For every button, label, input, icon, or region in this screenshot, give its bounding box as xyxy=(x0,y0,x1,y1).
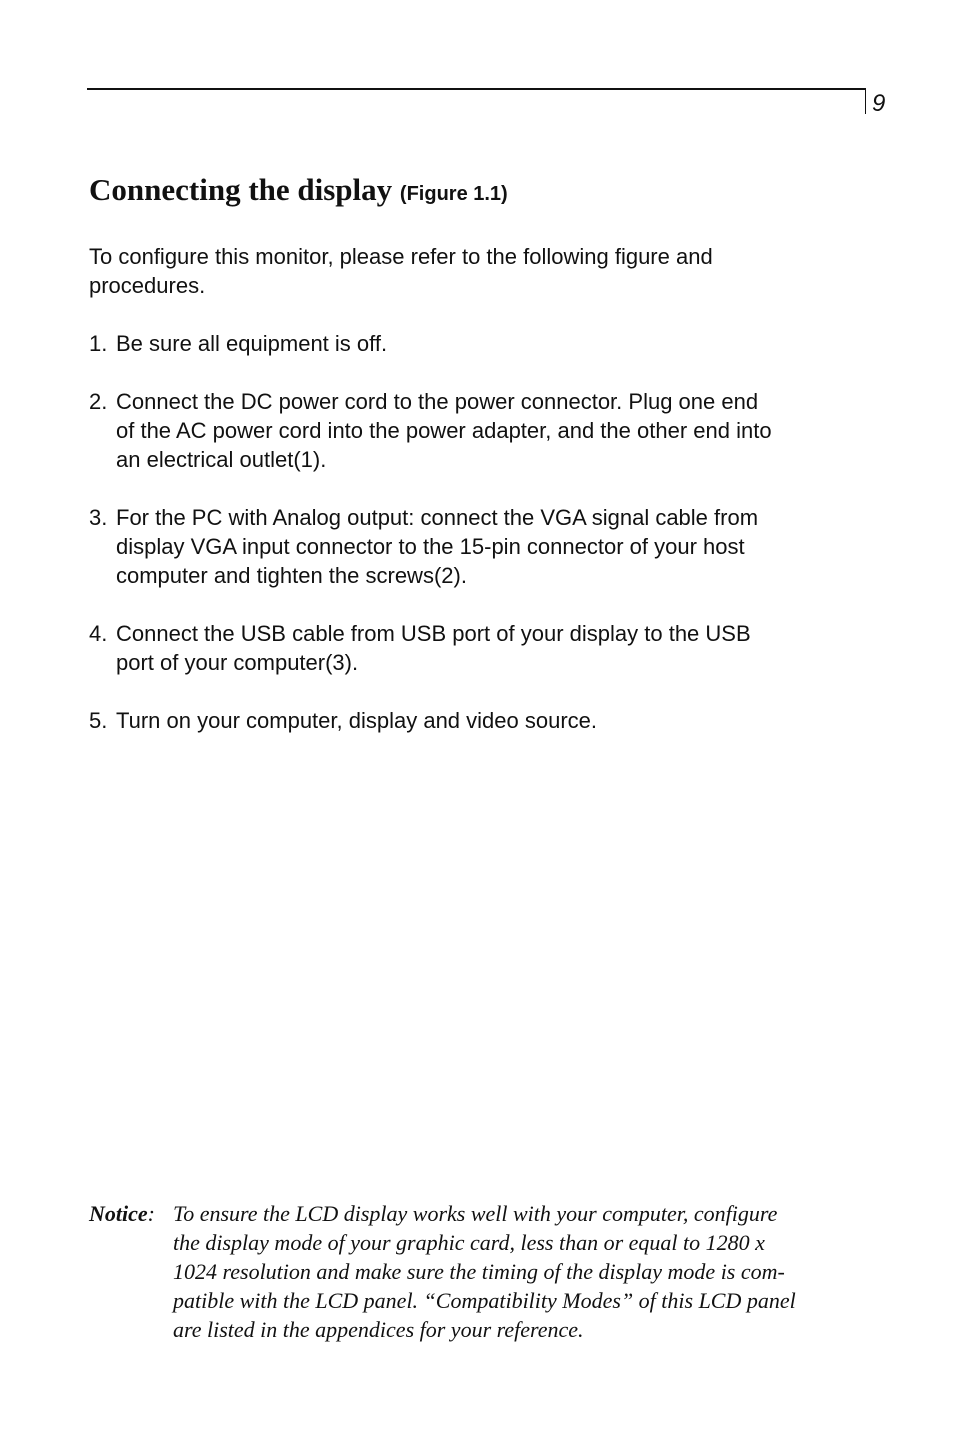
notice-label-text: Notice xyxy=(89,1201,148,1226)
step-text: Be sure all equipment is off. xyxy=(116,331,388,356)
step-text: For the PC with Analog output: connect the VGA signal cable from display VGA input connector to the 15-pin connector of your host computer and tighten the screws(2). xyxy=(116,505,759,588)
header-rule-tick xyxy=(865,88,866,114)
step-item xyxy=(89,503,859,590)
header-rule xyxy=(87,88,865,90)
section-title-text: Connecting the display xyxy=(89,172,393,207)
notice-label xyxy=(89,1199,173,1344)
step-text: Turn on your computer, display and video source. xyxy=(116,708,598,733)
step-number: 4. xyxy=(89,621,108,646)
section-title xyxy=(89,170,508,214)
page-number: 9 xyxy=(872,90,886,117)
procedure-steps xyxy=(89,329,859,764)
step-item xyxy=(89,619,859,677)
step-item xyxy=(89,329,859,358)
step-number: 5. xyxy=(89,708,108,733)
step-number: 2. xyxy=(89,389,108,414)
figure-reference: (Figure 1.1) xyxy=(399,183,508,205)
step-number: 1. xyxy=(89,331,108,356)
step-text: Connect the USB cable from USB port of your display to the USB port of your computer(3). xyxy=(116,621,751,675)
step-item xyxy=(89,706,859,735)
intro-text: To configure this monitor, please refer to the following figure and procedures. xyxy=(89,244,713,298)
step-item xyxy=(89,387,859,474)
intro-paragraph xyxy=(89,242,859,300)
notice-block xyxy=(89,1199,869,1344)
notice-text: To ensure the LCD display works well with your computer, configure the display mode of your graphic card, less than or equal to 1280 x 1024 resolution and make sure the timing of the display mode is com- patible with the LCD panel. “Compatibility Modes” of this LCD panel are listed in the appendices for your reference. xyxy=(173,1201,796,1342)
step-text: Connect the DC power cord to the power connector. Plug one end of the AC power cord into the power adapter, and the other end into an electrical outlet(1). xyxy=(116,389,772,472)
step-number: 3. xyxy=(89,505,108,530)
notice-separator: : xyxy=(147,1201,155,1226)
